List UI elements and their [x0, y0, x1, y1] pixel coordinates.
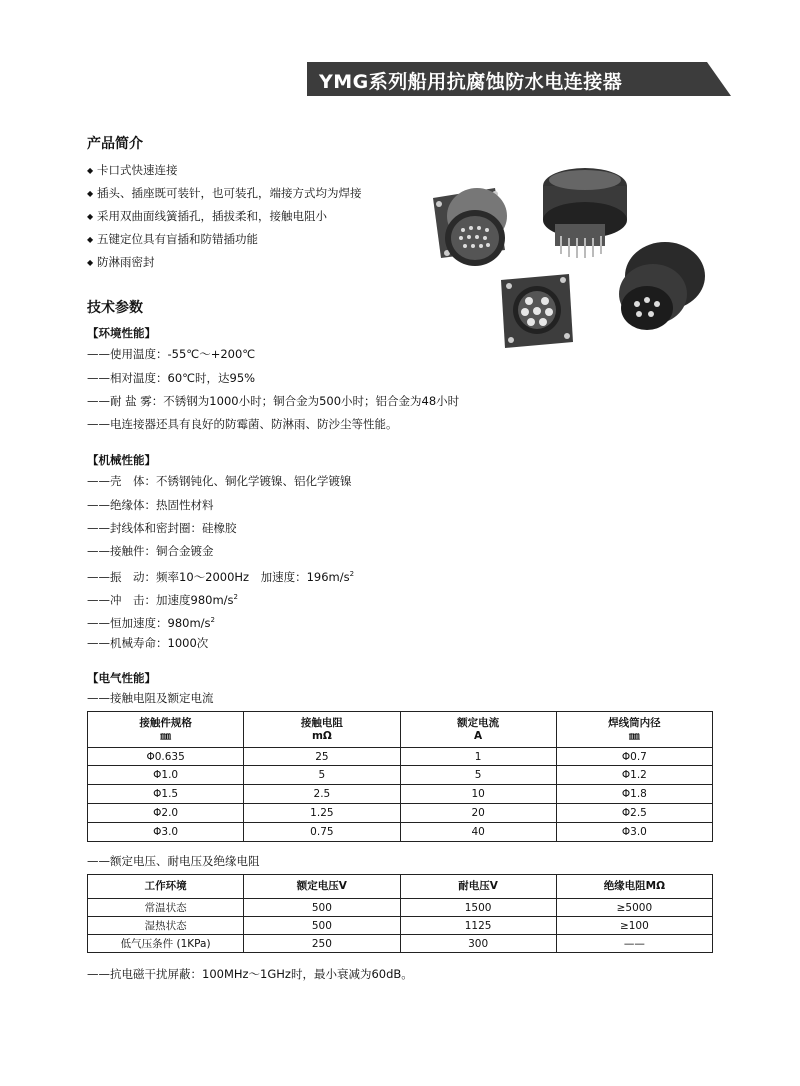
table-cell: 1125: [400, 917, 556, 935]
table-cell: Φ3.0: [88, 823, 244, 842]
mech-line: ——绝缘体：热固性材料: [87, 498, 214, 512]
mech-line: ——封线体和密封圈：硅橡胶: [87, 521, 237, 535]
table-row: [88, 899, 713, 917]
mech-section-label: 【机械性能】: [87, 453, 156, 467]
table-cell: 1.25: [244, 804, 400, 823]
bullet-icon: ◆: [87, 189, 94, 198]
table-cell: 2.5: [244, 785, 400, 804]
table-header-cell: 额定电压V: [244, 875, 400, 899]
mech-line: ——接触件：铜合金镀金: [87, 544, 214, 558]
table-cell: ≥100: [556, 917, 712, 935]
table-header-cell: 焊线筒内径 ㎜: [556, 712, 712, 748]
table-cell: 250: [244, 935, 400, 953]
bullet-icon: ◆: [87, 166, 94, 175]
table-header-cell: 额定电流 A: [400, 712, 556, 748]
intro-bullet: ◆ 卡口式快速连接: [87, 163, 178, 177]
mech-line: ——壳 体：不锈钢钝化、铜化学镀镍、铝化学镀镍: [87, 474, 352, 488]
table-cell: 5: [244, 766, 400, 785]
table-cell: ——: [556, 935, 712, 953]
table-row: [88, 917, 713, 935]
intro-bullet: ◆ 采用双曲面线簧插孔，插拔柔和，接触电阻小: [87, 209, 327, 223]
tech-heading: 技术参数: [87, 300, 143, 316]
page-title: YMG系列船用抗腐蚀防水电连接器: [319, 71, 623, 93]
table-cell: Φ2.0: [88, 804, 244, 823]
table-cell: 300: [400, 935, 556, 953]
table-header-cell: 绝缘电阻MΩ: [556, 875, 712, 899]
table-cell: 湿热状态: [88, 917, 244, 935]
table-cell: Φ2.5: [556, 804, 712, 823]
mech-line-life: ——机械寿命：1000次: [87, 636, 209, 650]
voltage-insulation-table: [87, 874, 713, 953]
connector-small-receptacle: [501, 274, 573, 348]
env-line: ——使用温度：-55℃～+200℃: [87, 347, 256, 361]
intro-bullet: ◆ 插头、插座既可装针，也可装孔，端接方式均为焊接: [87, 186, 362, 200]
table-row: [88, 748, 713, 766]
table-cell: 20: [400, 804, 556, 823]
intro-heading: 产品简介: [87, 136, 143, 152]
elec-section-label: 【电气性能】: [87, 671, 156, 685]
connector-product-photo: [425, 158, 715, 358]
table-cell: Φ0.635: [88, 748, 244, 766]
mech-line-acceleration: ——恒加速度：$980m/s^2$: [87, 615, 215, 630]
emi-line: ——抗电磁干扰屏蔽：100MHz～1GHz时，最小衰减为60dB。: [87, 967, 413, 981]
table-cell: 40: [400, 823, 556, 842]
table-header-row: [88, 712, 713, 748]
bullet-icon: ◆: [87, 258, 94, 267]
mech-line-vibration: ——振 动：频率10～2000Hz 加速度：$196m/s^2$: [87, 569, 355, 584]
connector-large-plug: [543, 168, 627, 258]
table-row: [88, 766, 713, 785]
table-cell: Φ1.2: [556, 766, 712, 785]
table-cell: 常温状态: [88, 899, 244, 917]
table-row: [88, 823, 713, 842]
table-cell: Φ0.7: [556, 748, 712, 766]
table-header-cell: 接触件规格 ㎜: [88, 712, 244, 748]
table-cell: ≥5000: [556, 899, 712, 917]
table-header-cell: 工作环境: [88, 875, 244, 899]
table-header-cell: 接触电阻 mΩ: [244, 712, 400, 748]
table-cell: 低气压条件 (1KPa): [88, 935, 244, 953]
table-row: [88, 935, 713, 953]
table-row: [88, 804, 713, 823]
intro-bullet: ◆ 防淋雨密封: [87, 255, 155, 269]
table-cell: 1: [400, 748, 556, 766]
env-line: ——耐 盐 雾：不锈钢为1000小时；铜合金为500小时；铝合金为48小时: [87, 394, 460, 408]
env-section-label: 【环境性能】: [87, 326, 156, 340]
bullet-icon: ◆: [87, 212, 94, 221]
table-cell: 10: [400, 785, 556, 804]
mech-line-shock: ——冲 击：加速度$980m/s^2$: [87, 592, 238, 607]
env-line: ——相对温度：60℃时，达95%: [87, 371, 256, 385]
table-cell: 0.75: [244, 823, 400, 842]
table-cell: 25: [244, 748, 400, 766]
env-line: ——电连接器还具有良好的防霉菌、防淋雨、防沙尘等性能。: [87, 417, 398, 431]
intro-bullet: ◆ 五键定位具有盲插和防错插功能: [87, 232, 258, 246]
table-cell: 5: [400, 766, 556, 785]
contact-resistance-table: [87, 711, 713, 842]
table-cell: Φ1.5: [88, 785, 244, 804]
table2-title: ——额定电压、耐电压及绝缘电阻: [87, 854, 260, 868]
table-cell: Φ1.8: [556, 785, 712, 804]
table-cell: Φ3.0: [556, 823, 712, 842]
table-cell: 500: [244, 899, 400, 917]
table-header-cell: 耐电压V: [400, 875, 556, 899]
table-cell: 500: [244, 917, 400, 935]
bullet-icon: ◆: [87, 235, 94, 244]
table-cell: Φ1.0: [88, 766, 244, 785]
table1-title: ——接触电阻及额定电流: [87, 691, 214, 705]
table-row: [88, 785, 713, 804]
title-banner: [307, 62, 731, 96]
table-header-row: [88, 875, 713, 899]
connector-cylindrical-plug: [619, 242, 705, 330]
table-cell: 1500: [400, 899, 556, 917]
connector-square-receptacle: [433, 188, 507, 266]
